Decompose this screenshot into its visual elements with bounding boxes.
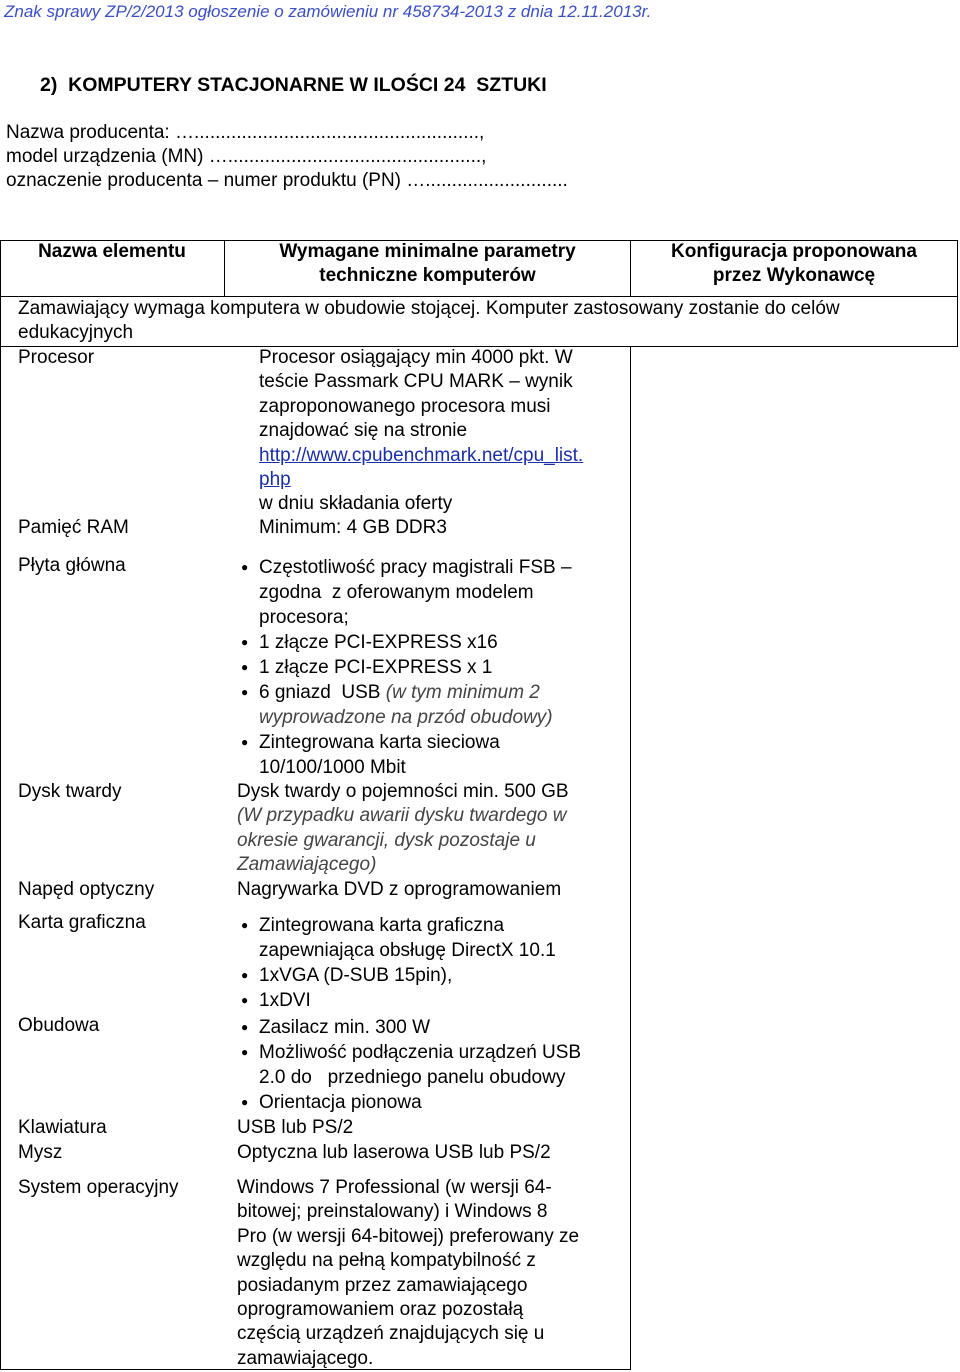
col2-label-line2: techniczne komputerów xyxy=(319,265,536,286)
row-value-gpu xyxy=(237,913,556,1013)
cpu-line5: w dniu składania oferty xyxy=(259,493,453,515)
row-label-keyboard: Klawiatura xyxy=(18,1117,107,1138)
cpu-line3: zaproponowanego procesora musi xyxy=(259,395,551,417)
producer-name-line: Nazwa producenta: …......................................................, xyxy=(6,122,485,143)
row-value-case xyxy=(237,1015,581,1115)
gpu-item-vga: ● 1xVGA (D-SUB 15pin), xyxy=(237,963,556,988)
document-header: Znak sprawy ZP/2/2013 ogłoszenie o zamówieniu nr 458734-2013 z dnia 12.11.2013r. xyxy=(4,2,652,21)
mb-item-lan: ● Zintegrowana karta sieciowa 10/100/1000 Mbit xyxy=(237,730,572,780)
os-line2: bitowej; preinstalowany) i Windows 8 xyxy=(237,1201,548,1223)
case-item-usb: ● Możliwość podłączenia urządzeń USB 2.0 do przedniego panelu obudowy xyxy=(237,1040,581,1090)
intro-text xyxy=(18,297,840,346)
model-line: model urządzenia (MN) …................................................, xyxy=(6,146,487,167)
row-value-keyboard: USB lub PS/2 xyxy=(237,1117,354,1138)
column-divider xyxy=(630,346,631,1370)
case-item-psu: ● Zasilacz min. 300 W xyxy=(237,1015,581,1040)
row-label-ram: Pamięć RAM xyxy=(18,517,129,538)
cpubenchmark-link[interactable]: http://www.cpubenchmark.net/cpu_list. xyxy=(259,444,584,466)
row-value-optical: Nagrywarka DVD z oprogramowaniem xyxy=(237,879,562,900)
row-label-optical: Napęd optyczny xyxy=(18,879,155,900)
intro-line1: Zamawiający wymaga komputera w obudowie stojącej. Komputer zastosowany zostanie do celów xyxy=(18,298,840,319)
hdd-line3: okresie gwarancji, dysk pozostaje u xyxy=(237,829,536,851)
cpu-line1: Procesor osiągający min 4000 pkt. W xyxy=(259,347,573,368)
os-line1: Windows 7 Professional (w wersji 64- xyxy=(237,1177,552,1198)
row-value-motherboard xyxy=(237,555,572,780)
col2-label-line1: Wymagane minimalne parametry xyxy=(279,241,576,262)
row-label-hdd: Dysk twardy xyxy=(18,781,122,802)
mb-item-pcie1: ● 1 złącze PCI-EXPRESS x 1 xyxy=(237,655,572,680)
row-value-mouse: Optyczna lub laserowa USB lub PS/2 xyxy=(237,1142,551,1163)
row-value-cpu xyxy=(259,346,583,517)
row-label-cpu: Procesor xyxy=(18,347,95,368)
column-header-element xyxy=(0,240,224,264)
row-label-case: Obudowa xyxy=(18,1015,100,1036)
os-line3: Pro (w wersji 64-bitowej) preferowany ze xyxy=(237,1225,580,1247)
col3-label-line1: Konfiguracja proponowana xyxy=(671,241,917,262)
part-number-line: oznaczenie producenta – numer produktu (PN) …........................... xyxy=(6,170,568,191)
row-value-hdd xyxy=(237,780,569,878)
column-header-requirements xyxy=(225,240,630,288)
mb-item-fsb: ● Częstotliwość pracy magistrali FSB – zgodna z oferowanym modelem procesora; xyxy=(237,555,572,630)
table-right-border xyxy=(957,240,958,346)
table-left-border xyxy=(0,240,1,1370)
mb-item-usb: ● 6 gniazd USB (w tym minimum 2 wyprowadzone na przód obudowy) xyxy=(237,680,572,730)
gpu-item-integrated: ● Zintegrowana karta graficzna zapewniająca obsługę DirectX 10.1 xyxy=(237,913,556,963)
cpubenchmark-link-cont[interactable]: php xyxy=(259,469,291,491)
hdd-line4: Zamawiającego) xyxy=(237,854,377,876)
hdd-line1: Dysk twardy o pojemności min. 500 GB xyxy=(237,781,569,802)
os-line7: częścią urządzeń znajdujących się u xyxy=(237,1323,545,1345)
row-value-ram: Minimum: 4 GB DDR3 xyxy=(259,517,447,538)
section-title: 2) KOMPUTERY STACJONARNE W ILOŚCI 24 SZTUKI xyxy=(40,74,547,96)
cpu-line2: teście Passmark CPU MARK – wynik xyxy=(259,371,573,393)
gpu-item-dvi: ● 1xDVI xyxy=(237,988,556,1013)
intro-line2: edukacyjnych xyxy=(18,322,134,344)
row-label-motherboard: Płyta główna xyxy=(18,555,126,576)
row-label-os: System operacyjny xyxy=(18,1177,179,1198)
os-line6: oprogramowaniem oraz pozostałą xyxy=(237,1299,524,1321)
cpu-line4: znajdować się na stronie xyxy=(259,420,468,442)
col1-label: Nazwa elementu xyxy=(38,241,186,262)
row-label-gpu: Karta graficzna xyxy=(18,912,146,933)
row-value-os xyxy=(237,1176,579,1371)
os-line8: zamawiającego. xyxy=(237,1347,374,1369)
hdd-line2: (W przypadku awarii dysku twardego w xyxy=(237,805,567,827)
mb-item-pcie16: ● 1 złącze PCI-EXPRESS x16 xyxy=(237,630,572,655)
case-item-orientation: ● Orientacja pionowa xyxy=(237,1090,581,1115)
col3-label-line2: przez Wykonawcę xyxy=(712,265,876,286)
row-label-mouse: Mysz xyxy=(18,1142,63,1163)
column-header-proposed xyxy=(631,240,957,288)
os-line5: posiadanym przez zamawiającego xyxy=(237,1274,528,1296)
os-line4: względu na pełną kompatybilność z xyxy=(237,1250,536,1272)
